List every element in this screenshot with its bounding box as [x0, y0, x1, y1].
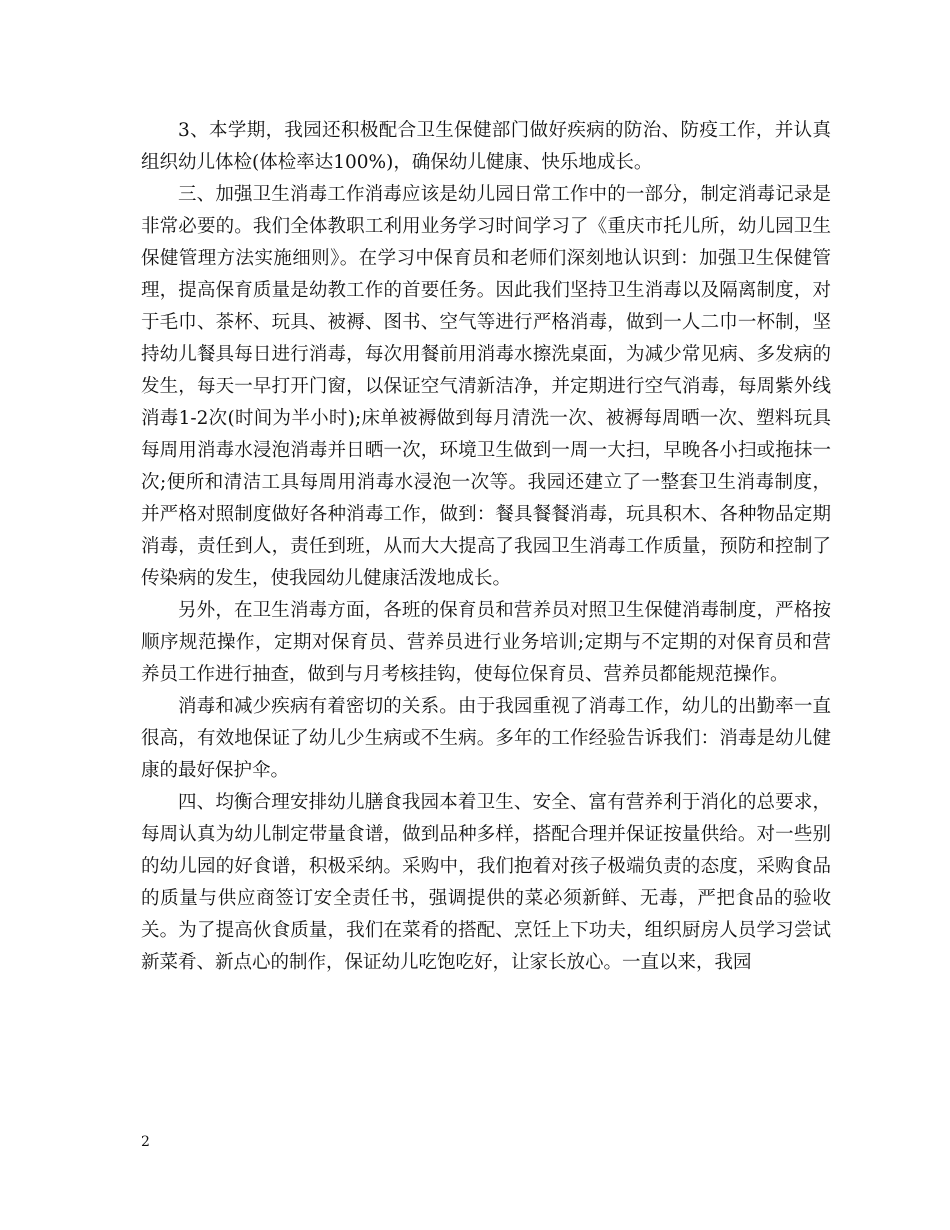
paragraph-diet: 四、均衡合理安排幼儿膳食我园本着卫生、安全、富有营养利于消化的总要求，每周认真为幼儿制定带量食谱，做到品种多样，搭配合理并保证按量供给。对一些别的幼儿园的好食谱，积极采纳。采购中，我们抱着对孩子极端负责的态度，采购食品的质量与供应商签订安全责任书，强调提供的菜必须新鲜、无毒，严把食品的验收关。为了提高伙食质量，我们在菜肴的搭配、烹饪上下功夫，组织厨房人员学习尝试新菜肴、新点心的制作，保证幼儿吃饱吃好，让家长放心。一直以来，我园	[141, 792, 831, 973]
page-number: 2	[141, 1134, 150, 1150]
paragraph-disinfection: 三、加强卫生消毒工作消毒应该是幼儿园日常工作中的一部分，制定消毒记录是非常必要的。我们全体教职工利用业务学习时间学习了《重庆市托儿所，幼儿园卫生保健管理方法实施细则》。在学习中保育员和老师们深刻地认识到：加强卫生保健管理，提高保育质量是幼教工作的首要任务。因此我们坚持卫生消毒以及隔离制度，对于毛巾、茶杯、玩具、被褥、图书、空气等进行严格消毒，做到一人二巾一杯制，坚持幼儿餐具每日进行消毒，每次用餐前用消毒水擦洗桌面，为减少常见病、多发病的发生，每天一早打开门窗，以保证空气清新洁净，并定期进行空气消毒，每周紫外线消毒1-2次(时间为半小时);床单被褥做到每月清洗一次、被褥每周晒一次、塑料玩具每周用消毒水浸泡消毒并日晒一次，环境卫生做到一周一大扫，早晚各小扫或拖抹一次;便所和清洁工具每周用消毒水浸泡一次等。我园还建立了一整套卫生消毒制度，并严格对照制度做好各种消毒工作，做到：餐具餐餐消毒，玩具积木、各种物品定期消毒，责任到人，责任到班，从而大大提高了我园卫生消毒工作质量，预防和控制了传染病的发生，使我园幼儿健康活泼地成长。	[141, 184, 831, 589]
paragraph-disinfection-operation: 另外，在卫生消毒方面，各班的保育员和营养员对照卫生保健消毒制度，严格按顺序规范操作，定期对保育员、营养员进行业务培训;定期与不定期的对保育员和营养员工作进行抽查，做到与月考核挂钩，使每位保育员、营养员都能规范操作。	[141, 600, 831, 685]
paragraph-disinfection-benefit: 消毒和减少疾病有着密切的关系。由于我园重视了消毒工作，幼儿的出勤率一直很高，有效地保证了幼儿少生病或不生病。多年的工作经验告诉我们：消毒是幼儿健康的最好保护伞。	[141, 696, 831, 781]
paragraph-health-checkup: 3、本学期，我园还积极配合卫生保健部门做好疾病的防治、防疫工作，并认真组织幼儿体检(体检率达100%)，确保幼儿健康、快乐地成长。	[141, 120, 831, 173]
document-body	[141, 115, 831, 979]
